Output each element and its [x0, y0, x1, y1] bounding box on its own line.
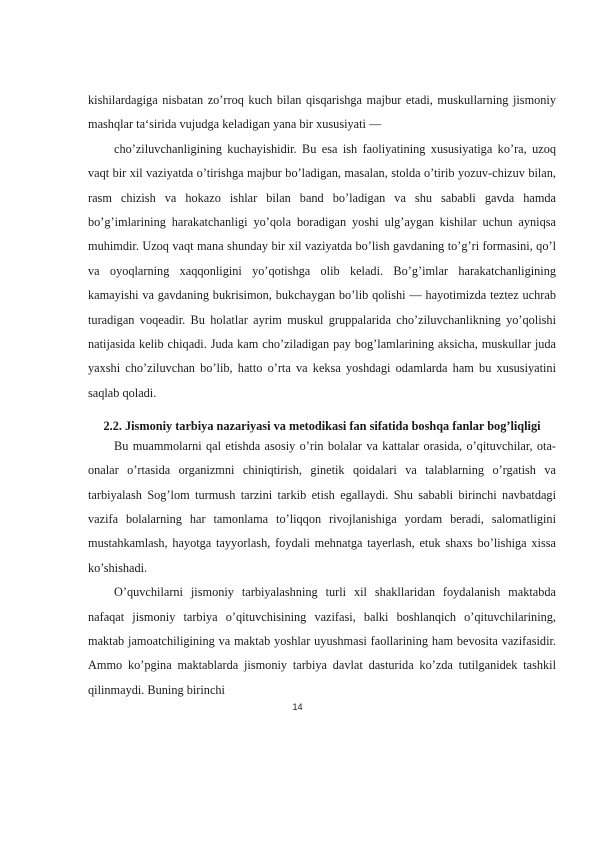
paragraph-elasticity: cho’ziluvchanligining kuchayishidir. Bu esa ish faoliyatining xususiyatiga ko’ra, uzoq vaqt bir xil vaziyatda o’tirishga majbur bo’ladigan, masalan, stolda o’tirib yozuv-chizuv bilan, rasm chizish va hokazo ishlar bilan band bo’ladigan va shu sababli gavda hamda bo’g’imlarining harakatchanligi yo’qola boradigan yoshi ulg’aygan kishilar uchun ayniqsa muhimdir. Uzoq vaqt mana shunday bir xil vaziyatda bo’lish gavdaning to’g’ri formasini, qo’l va oyoqlarning xaqqonligini yo’qotishga olib keladi. Bo’g’imlar harakatchanligining kamayishi va gavdaning bukrisimon, bukchaygan bo’lib qolishi — hayotimizda teztez uchrab turadigan voqeadir. Bu holatlar ayrim muskul gruppalarida cho’ziluvchanlikning yo’qolishi natijasida kelib chiqadi. Juda kam cho’ziladigan pay bog’lamlarining aksicha, muskullar juda yaxshi cho’ziluvchan bo’lib, hatto o’rta va keksa yoshdagi odamlarda ham bu xususiyatini saqlab qoladi.: [88, 141, 556, 400]
paragraph-problems: Bu muammolarni qal etishda asosiy o’rin bolalar va kattalar orasida, o’qituvchilar, ota-onalar o’rtasida organizmni chiniqtirish, ginetik qoidalari va talablarning o’rgatish va tarbiyalash Sog’lom turmush tarzini tarkib etish egallaydi. Shu sababli birinchi navbatdagi vazifa bolalarning har tamonlama to’liqqon rivojlanishiga yordam beradi, salomatligini mustahkamlash, hayotga tayyorlash, foydali mehnatga tayerlash, etuk shaxs bo’lishiga xissa ko’shishadi.: [88, 438, 556, 575]
paragraph-students: O’quvchilarni jismoniy tarbiyalashning turli xil shakllaridan foydalanish maktabda nafaqat jismoniy tarbiya o’qituvchisining vazifasi, balki boshlanqich o’qituvchilarining, maktab jamoatchiligining va maktab yoshlar uyushmasi faollarining ham bevosita vazifasidir. Ammo ko’pgina maktablarda jismoniy tarbiya davlat dasturida ko’zda tutilganidek tashkil qilinmaydi. Buning birinchi: [88, 585, 556, 697]
document-page: [88, 88, 556, 702]
paragraph-continuation: kishilardagiga nisbatan zo’rroq kuch bilan qisqarishga majbur etadi, muskullarning jismoniy mashqlar ta‘sirida vujudga keladigan yana bir xususiyati —: [88, 93, 556, 132]
section-heading: 2.2. Jismoniy tarbiya nazariyasi va metodikasi fan sifatida boshqa fanlar bog’liqligi: [103, 419, 541, 434]
page-number: 14: [292, 702, 303, 712]
